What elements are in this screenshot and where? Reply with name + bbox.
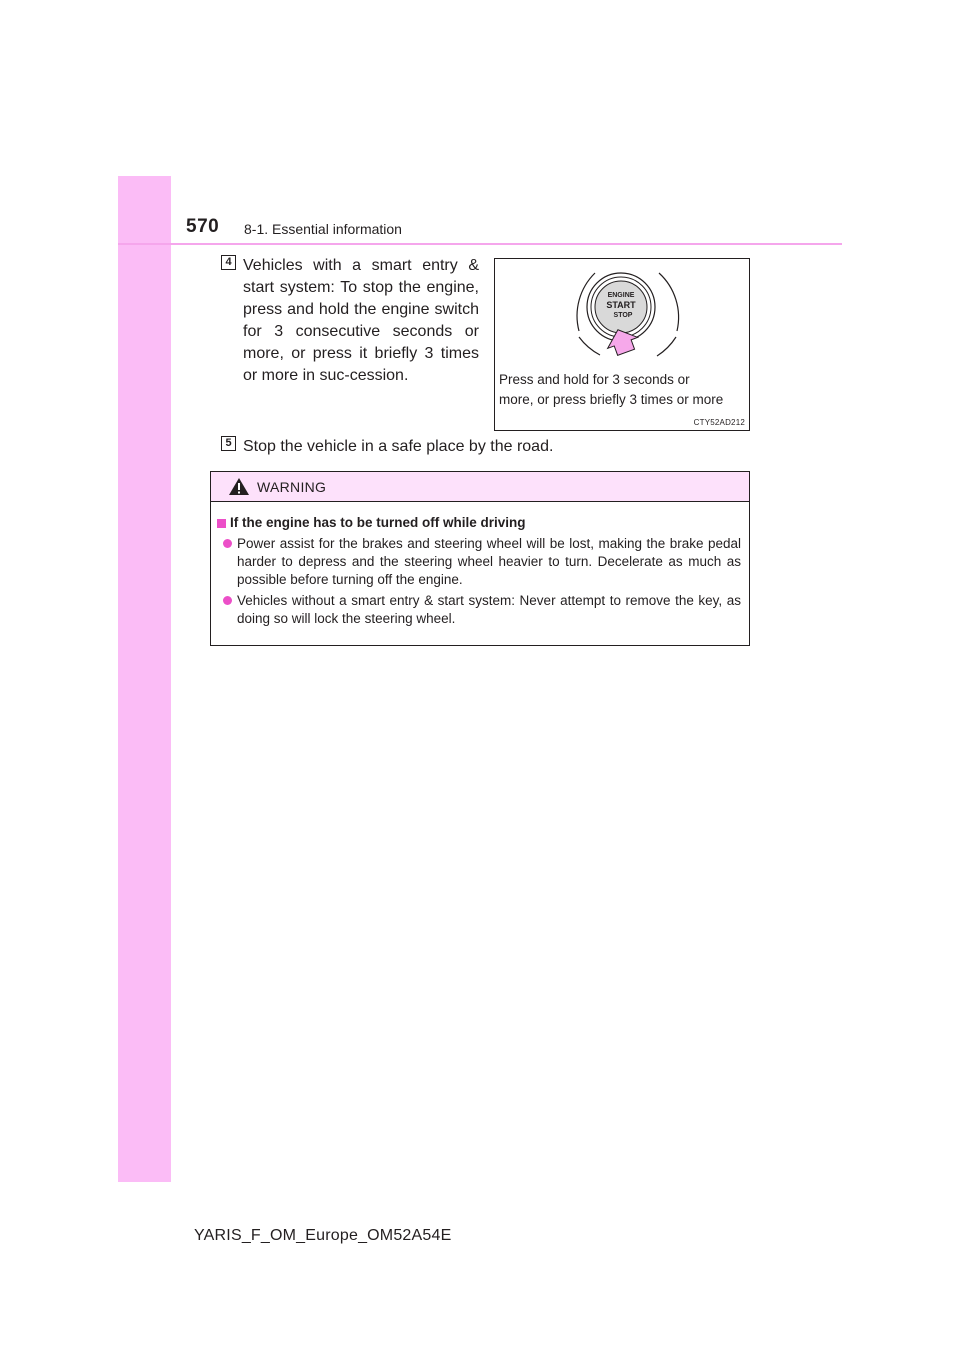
circle-bullet-icon xyxy=(223,596,232,605)
square-bullet-icon xyxy=(217,519,226,528)
step-5-text: Stop the vehicle in a safe place by the road. xyxy=(243,438,554,455)
warning-heading xyxy=(217,514,741,532)
illustration-code: CTY52AD212 xyxy=(693,418,745,427)
circle-bullet-icon xyxy=(223,539,232,548)
warning-bullet-text: Power assist for the brakes and steering wheel will be lost, making the brake pedal harder to depress and the steering wheel heavier to turn. Decelerate as much as possible before turning off the engine. xyxy=(237,536,741,587)
warning-body xyxy=(211,502,749,628)
warning-bullet-text: Vehicles without a smart entry & start system: Never attempt to remove the key, as doing so will lock the steering wheel. xyxy=(237,593,741,626)
warning-box xyxy=(210,471,750,646)
warning-bullet xyxy=(217,535,741,589)
page-number: 570 xyxy=(186,216,220,237)
warning-bullet xyxy=(217,592,741,628)
section-title: 8-1. Essential information xyxy=(244,221,402,237)
button-label-engine: ENGINE xyxy=(607,292,635,299)
engine-switch-drawing xyxy=(495,259,749,369)
step-4-text: Vehicles with a smart entry & start system: To stop the engine, press and hold the engine switch for 3 consecutive seconds or more, or press it briefly 3 times or more in suc-cession. xyxy=(243,257,479,384)
step-number-4: 4 xyxy=(221,255,236,270)
button-label-start: START xyxy=(606,300,636,310)
illustration-caption: Press and hold for 3 seconds or more, or press briefly 3 times or more xyxy=(499,372,724,407)
warning-title: WARNING xyxy=(257,479,327,495)
warning-triangle-icon xyxy=(228,477,250,496)
engine-switch-illustration xyxy=(494,258,750,431)
footer-code: YARIS_F_OM_Europe_OM52A54E xyxy=(194,1227,452,1244)
warning-heading-text: If the engine has to be turned off while driving xyxy=(230,515,526,530)
header-rule xyxy=(118,243,842,245)
side-tab-bar xyxy=(118,176,171,1182)
step-number-5: 5 xyxy=(221,436,236,451)
button-label-stop: STOP xyxy=(613,312,633,319)
warning-header xyxy=(211,472,749,502)
